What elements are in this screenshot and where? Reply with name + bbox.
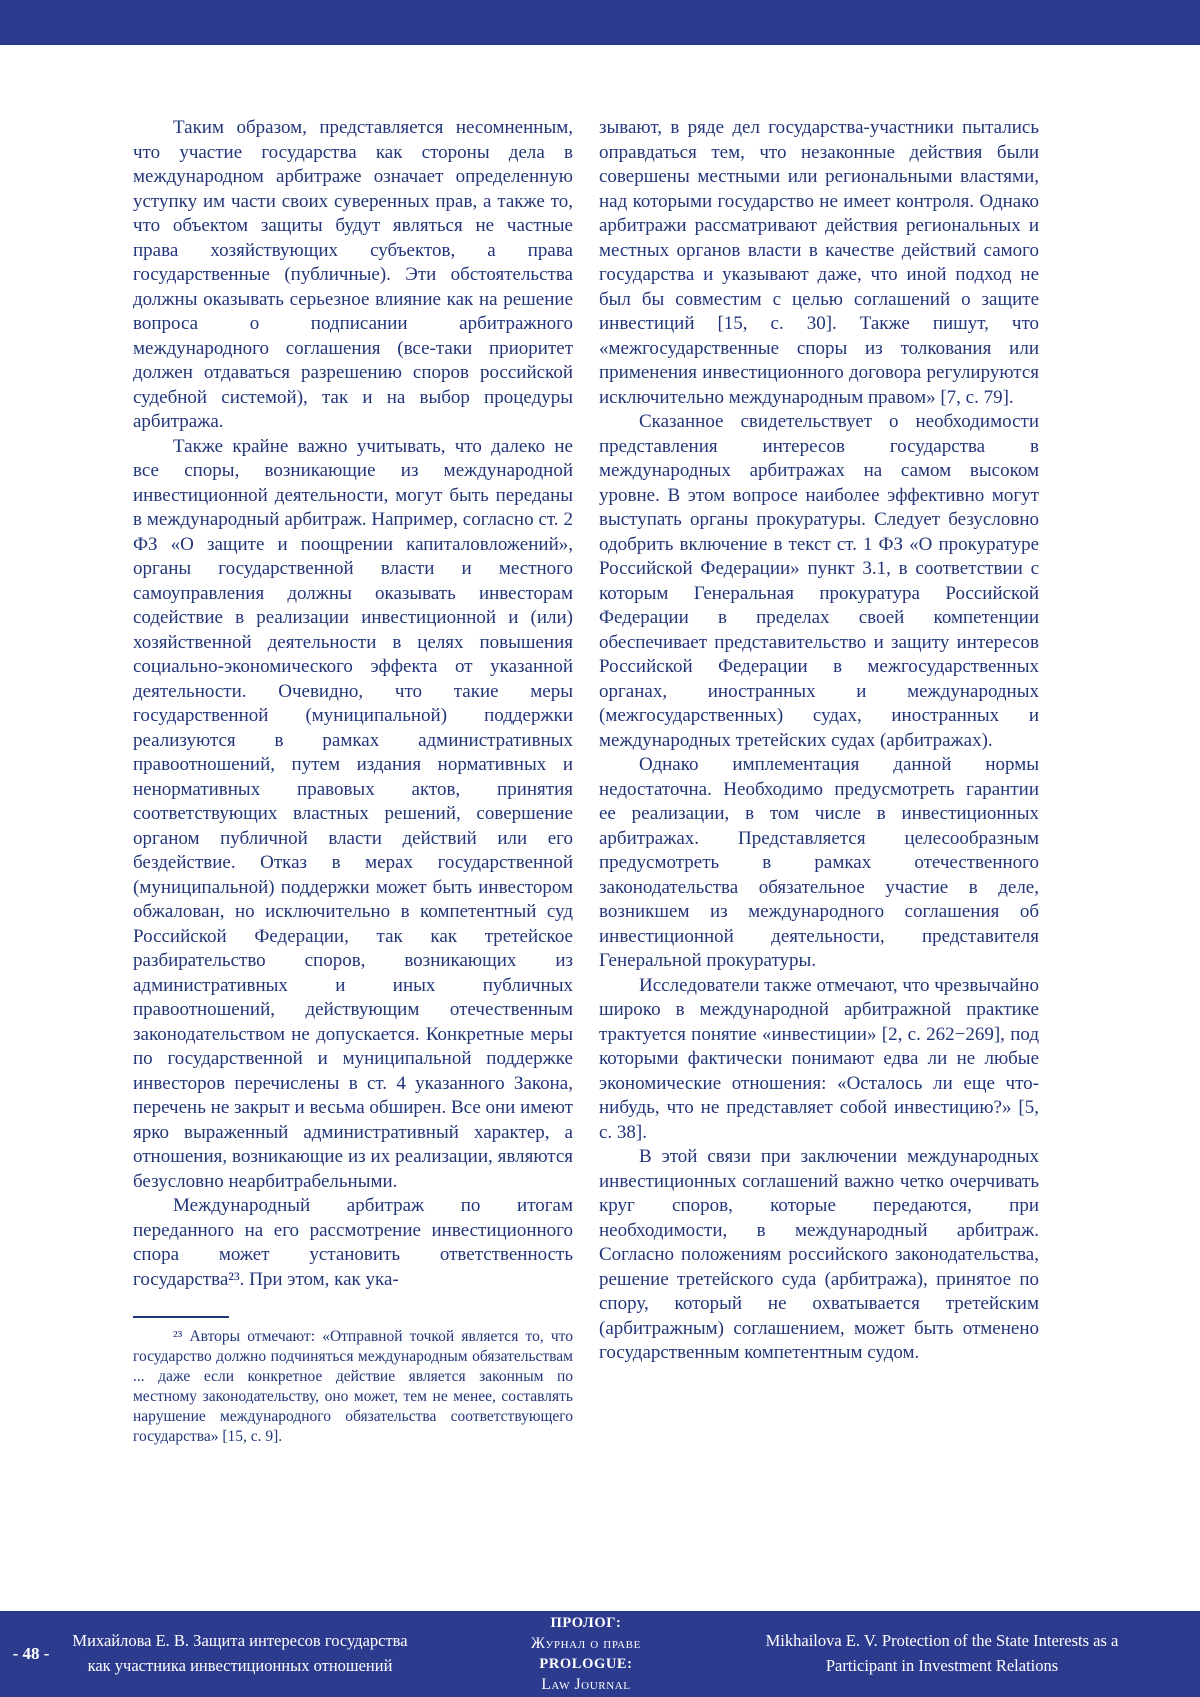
left-column: [133, 116, 573, 1447]
page-number: - 48 -: [12, 1644, 50, 1663]
citation-english-line2: Participant in Investment Relations: [825, 1656, 1059, 1675]
footnote-divider: [133, 1316, 229, 1318]
paragraph: Сказанное свидетельствует о необходимости представления интересов государства в международных арбитражах на самом высоком уровне. В этом вопросе наиболее эффективно могут выступать органы прокуратуры. Следует безусловно одобрить включение в текст ст. 1 ФЗ «О прокуратуре Российской Федерации» пункт 3.1, в соответствии с которым Генеральная прокуратура Российской Федерации в пределах своей компетенции обеспечивает представительство и защиту интересов Российской Федерации в межгосударственных органах, иностранных и международных (межгосударственных) судах, иностранных и международных третейских судах (арбитражах).: [599, 411, 1039, 751]
paragraph: Также крайне важно учитывать, что далеко не все споры, возникающие из международной инвестиционной деятельности, могут быть переданы в международный арбитраж. Например, согласно ст. 2 ФЗ «О защите и поощрении капиталовложений», органы государственной власти и местного самоуправления должны оказывать инвесторам содействие в реализации инвестиционной и (или) хозяйственной деятельности в целях повышения социально-экономического эффекта от указанной деятельности. Очевидно, что такие меры государственной (муниципальной) поддержки реализуются в рамках административных правоотношений, путем издания нормативных и ненормативных правовых актов, принятия соответствующих властных решений, совершение органом публичной власти действий или его бездействие. Отказ в мерах государственной (муниципальной) поддержки может быть инвестором обжалован, но исключительно в компетентный суд Российской Федерации, так как третейское разбирательство споров, возникающих из административных и иных публичных правоотношений, действующим отечественным законодательством не допускается. Конкретные меры по государственной и муниципальной поддержке инвесторов перечислены в ст. 4 указанного Закона, перечень не закрыт и весьма обширен. Все они имеют ярко выраженный административный характер, а отношения, возникающие из их реализации, являются безусловно неарбитрабельными.: [133, 435, 573, 1192]
footnote-text: ²³ Авторы отмечают: «Отправной точкой является то, что государство должно подчиняться международным обязательствам ... даже если конкретное действие является законным по местному законодательству, оно может, тем не менее, составлять нарушение международного обязательства соответствующего государства» [15, с. 9].: [133, 1328, 573, 1445]
article-body: [133, 116, 1039, 1447]
paragraph: Однако имплементация данной нормы недостаточна. Необходимо предусмотреть гарантии ее реализации, в том числе в инвестиционных арбитражах. Представляется целесообразным предусмотреть в рамках отечественного законодательства обязательное участие в деле, возникшем из международного соглашения об инвестиционной деятельности, представителя Генеральной прокуратуры.: [599, 754, 1039, 971]
citation-english: [696, 1629, 1200, 1679]
journal-title-block: [476, 1613, 696, 1696]
paragraph: В этой связи при заключении международных инвестиционных соглашений важно четко очерчивать круг споров, которые передаются, при необходимости, в международный арбитраж. Согласно положениям российского законодательства, решение третейского суда (арбитража), принятое по спору, который не охватывается третейским (арбитражным) соглашением, может быть отменено государственным компетентным судом.: [599, 1146, 1039, 1363]
paragraph: Таким образом, представляется несомненным, что участие государства как стороны дела в международном арбитраже означает определенную уступку им части своих суверенных прав, а также то, что объектом защиты будут являться не частные права хозяйствующих субъектов, а права государственные (публичные). Эти обстоятельства должны оказывать серьезное влияние как на решение вопроса о подписании арбитражного международного соглашения (все-таки приоритет должен отдаваться разрешению споров российской судебной системой), так и на выбор процедуры арбитража.: [133, 117, 573, 432]
top-decorative-bar: [0, 0, 1200, 45]
journal-subtitle-ru: Журнал о праве: [531, 1634, 641, 1652]
journal-title-en: PROLOGUE:: [539, 1656, 633, 1672]
citation-russian: [62, 1629, 418, 1679]
citation-russian-line1: Михайлова Е. В. Защита интересов государства: [72, 1631, 408, 1651]
citation-english-line1: Mikhailova E. V. Protection of the State Interests as a: [765, 1631, 1119, 1651]
paragraph-continuation: зывают, в ряде дел государства-участники пытались оправдаться тем, что незаконные действия были совершены местными или региональными властями, над которыми государство не имеет контроля. Однако арбитражи рассматривают действия региональных и местных органов власти в качестве действий самого государства и указывают даже, что иной подход не был бы совместим с целью соглашений о защите инвестиций [15, с. 30]. Также пишут, что «межгосударственные споры из толкования или применения инвестиционного договора регулируются исключительно международным правом» [7, с. 79].: [599, 117, 1039, 408]
journal-subtitle-en: Law Journal: [541, 1676, 631, 1693]
footer-bar: [0, 1611, 1200, 1697]
footnote-block: [133, 1316, 573, 1447]
citation-russian-line2: как участника инвестиционных отношений: [87, 1656, 393, 1675]
paragraph: Исследователи также отмечают, что чрезвычайно широко в международной арбитражной практике трактуется понятие «инвестиции» [2, с. 262−269], под которыми фактически понимают едва ли не любые экономические отношения: «Осталось ли еще что-нибудь, что не представляет собой инвестицию?» [5, с. 38].: [599, 974, 1039, 1143]
right-column: [599, 116, 1039, 1447]
paragraph: Международный арбитраж по итогам переданного на его рассмотрение инвестиционного спора может установить ответственность государства²³. При этом, как ука-: [133, 1195, 573, 1290]
journal-title-ru: ПРОЛОГ:: [550, 1614, 622, 1631]
